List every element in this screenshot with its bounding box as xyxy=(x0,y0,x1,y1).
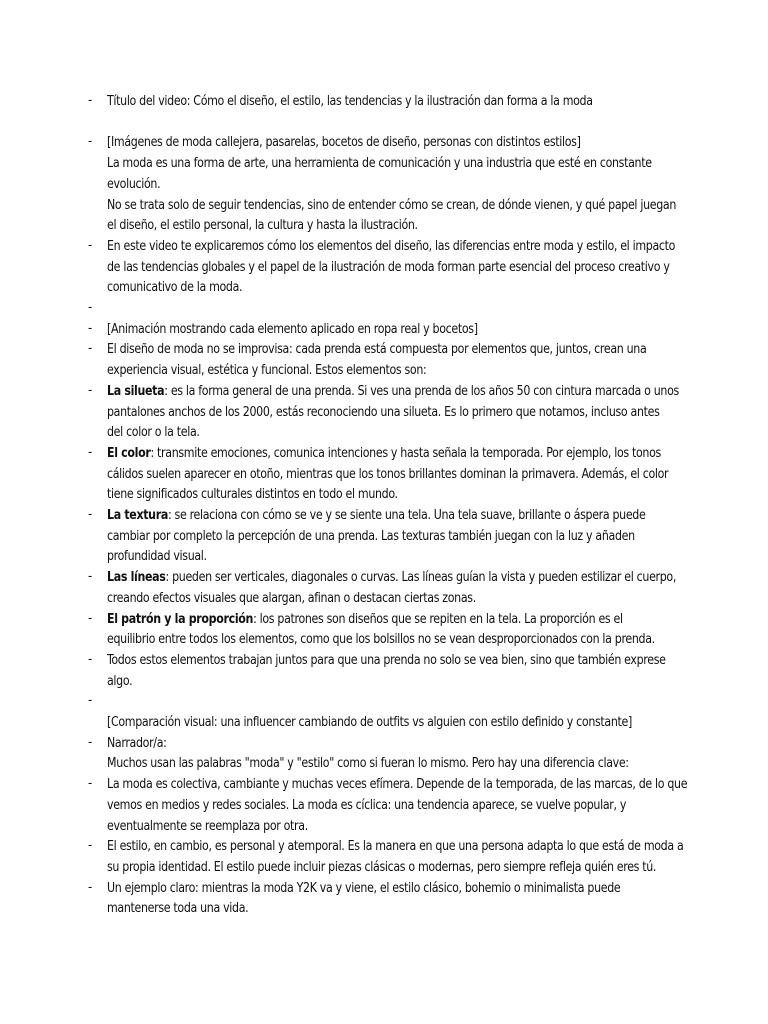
bullet-dash: - xyxy=(88,300,93,315)
text-line xyxy=(107,92,646,113)
text-line xyxy=(107,382,679,403)
text-line xyxy=(107,154,652,175)
text-line xyxy=(107,237,676,258)
text-line xyxy=(107,610,646,631)
text-line xyxy=(107,403,660,424)
line-text: equilibrio entre todos los elementos, como que los bolsillos no se vean desproporcionados con la prenda. xyxy=(107,632,655,648)
bullet-dash: - xyxy=(88,237,93,253)
text-line xyxy=(107,485,646,506)
line-text: del color o la tela. xyxy=(107,425,200,441)
bold-term: La textura xyxy=(107,508,168,523)
line-text: comunicativo de la moda. xyxy=(107,280,243,296)
text-line xyxy=(107,672,646,693)
text-line xyxy=(107,589,646,610)
text-line xyxy=(107,465,669,486)
bullet-dash: - xyxy=(88,341,93,357)
text-line xyxy=(107,527,646,548)
line-text: [Animación mostrando cada elemento aplicado en ropa real y bocetos] xyxy=(107,321,478,337)
text-line xyxy=(107,837,684,858)
line-text: cambiar por completo la percepción de una prenda. Las texturas también juegan con la luz y añaden xyxy=(107,528,635,544)
line-text: El diseño de moda no se improvisa: cada prenda está compuesta por elementos que, juntos, crean una xyxy=(107,342,647,358)
text-line xyxy=(107,216,646,237)
bold-term: La silueta xyxy=(107,383,165,399)
line-text: [Imágenes de moda callejera, pasarelas, bocetos de diseño, personas con distintos estilos] xyxy=(107,135,581,151)
line-text: experiencia visual, estética y funcional. Estos elementos son: xyxy=(107,363,427,379)
bullet-dash: - xyxy=(88,610,93,626)
line-text: evolución. xyxy=(107,176,161,192)
bullet-dash: - xyxy=(88,382,93,398)
text-line xyxy=(107,258,670,279)
bold-term: El patrón y la proporción xyxy=(107,611,254,627)
line-text: creando efectos visuales que alargan, afinan o destacan ciertas zonas. xyxy=(107,590,476,606)
line-text: profundidad visual. xyxy=(107,549,207,565)
bullet-dash: - xyxy=(88,776,93,792)
line-text: Título del video: Cómo el diseño, el estilo, las tendencias y la ilustración dan forma a la moda xyxy=(107,94,593,109)
text-line xyxy=(107,651,666,672)
text-line xyxy=(107,547,646,568)
line-text: : pueden ser verticales, diagonales o curvas. Las líneas guían la vista y pueden estilizar el cuerpo, xyxy=(165,570,677,586)
text-line xyxy=(107,506,646,527)
line-text: vemos en medios y redes sociales. La moda es cíclica: una tendencia aparece, se vuelve popular, y xyxy=(107,797,627,813)
text-line xyxy=(107,278,646,299)
bullet-dash: - xyxy=(88,569,93,585)
bullet-dash: - xyxy=(88,134,93,150)
text-line xyxy=(107,858,657,879)
line-text: Todos estos elementos trabajan juntos para que una prenda no solo se vea bien, sino que también exprese xyxy=(107,652,666,668)
text-line xyxy=(107,320,646,341)
line-text: Narrador/a: xyxy=(107,735,167,751)
bullet-dash: - xyxy=(88,444,93,460)
text-line xyxy=(107,196,677,217)
line-text: tiene significados culturales distintos en todo el mundo. xyxy=(107,487,398,503)
text-line xyxy=(107,175,646,196)
bullet-dash: - xyxy=(88,879,93,895)
bold-term: El color xyxy=(107,445,151,461)
line-text: No se trata solo de seguir tendencias, sino de entender cómo se crean, de dónde vienen, y qué papel juegan xyxy=(107,197,677,213)
line-text: : los patrones son diseños que se repiten en la tela. La proporción es el xyxy=(253,611,623,627)
text-line xyxy=(107,796,646,817)
line-text: El estilo, en cambio, es personal y atemporal. Es la manera en que una persona adapta lo que está de moda a xyxy=(107,839,684,855)
line-text: [Comparación visual: una influencer cambiando de outfits vs alguien con estilo definido y constante] xyxy=(107,715,632,730)
bullet-dash: - xyxy=(88,693,93,709)
line-text: La moda es una forma de arte, una herramienta de comunicación y una industria que esté en constante xyxy=(107,156,652,172)
text-line xyxy=(107,734,646,755)
text-line xyxy=(107,423,646,444)
bullet-dash: - xyxy=(88,651,93,667)
text-line xyxy=(107,630,655,651)
line-text: : es la forma general de una prenda. Si ves una prenda de los años 50 con cintura marcada o unos xyxy=(164,383,679,399)
bullet-dash: - xyxy=(88,507,93,522)
text-line xyxy=(107,713,646,734)
bullet-dash: - xyxy=(88,320,93,336)
line-text: En este video te explicaremos cómo los elementos del diseño, las diferencias entre moda y estilo, el impacto xyxy=(107,238,676,254)
bold-term: Las líneas xyxy=(107,570,166,586)
bullet-dash: - xyxy=(88,93,93,108)
line-text: : transmite emociones, comunica intenciones y hasta señala la temporada. Por ejemplo, los tonos xyxy=(150,445,661,461)
text-line xyxy=(107,133,646,154)
line-text: pantalones anchos de los 2000, estás reconociendo una silueta. Es lo primero que notamos, incluso antes xyxy=(107,404,660,420)
text-line xyxy=(107,754,646,775)
text-line xyxy=(107,775,688,796)
line-text: el diseño, el estilo personal, la cultura y hasta la ilustración. xyxy=(107,218,418,234)
line-text: su propia identidad. El estilo puede incluir piezas clásicas o modernas, pero siempre refleja quién eres tú. xyxy=(107,859,657,875)
line-text: de las tendencias globales y el papel de la ilustración de moda forman parte esencial del proceso creativo y xyxy=(107,259,670,275)
line-text: La moda es colectiva, cambiante y muchas veces efímera. Depende de la temporada, de las marcas, de lo que xyxy=(107,777,688,793)
line-text: Muchos usan las palabras "moda" y "estilo" como si fueran lo mismo. Pero hay una diferencia clave: xyxy=(107,756,629,772)
text-line xyxy=(107,879,646,900)
bullet-dash: - xyxy=(88,838,93,854)
line-text: Un ejemplo claro: mientras la moda Y2K va y viene, el estilo clásico, bohemio o minimalista puede xyxy=(107,880,621,896)
line-text: mantenerse toda una vida. xyxy=(107,901,249,917)
line-text: algo. xyxy=(107,673,133,689)
text-line xyxy=(107,361,646,382)
text-line xyxy=(107,899,646,920)
line-text: : se relaciona con cómo se ve y se siente una tela. Una tela suave, brillante o áspera puede xyxy=(167,508,646,523)
text-line xyxy=(107,817,646,838)
text-line xyxy=(107,444,661,465)
text-line xyxy=(107,340,646,361)
line-text: cálidos suelen aparecer en otoño, mientras que los tonos brillantes dominan la primavera. Además, el color xyxy=(107,466,669,482)
text-line xyxy=(107,568,677,589)
bullet-dash: - xyxy=(88,734,93,750)
line-text: eventualmente se reemplaza por otra. xyxy=(107,818,308,834)
